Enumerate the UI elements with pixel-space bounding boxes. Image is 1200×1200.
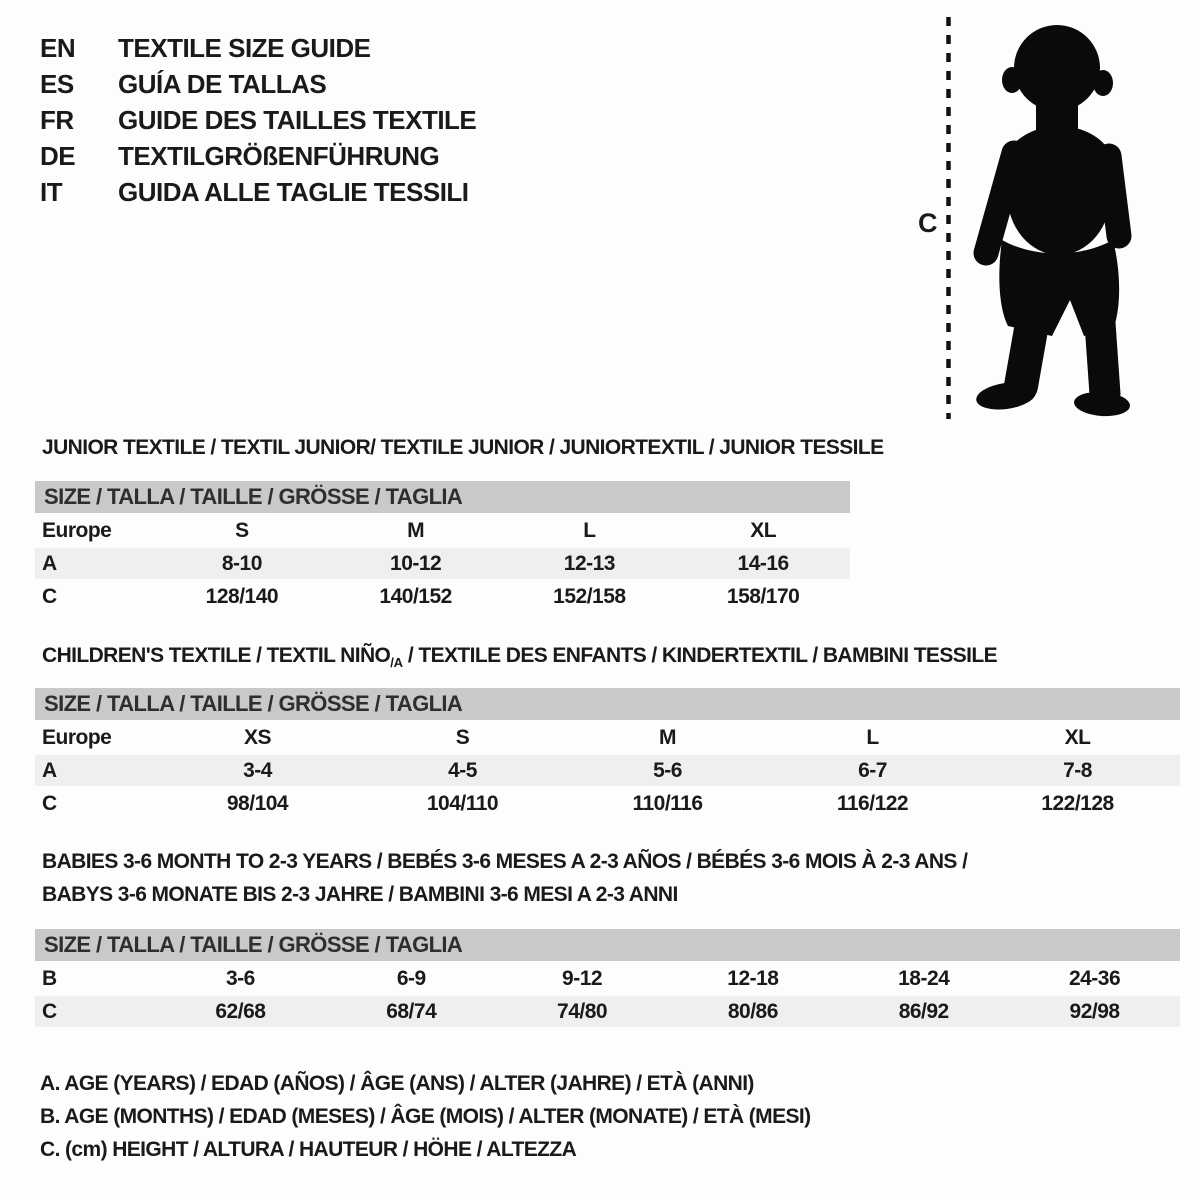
junior-size-table: [35, 481, 850, 612]
height-measure-label: C: [918, 208, 938, 238]
height-cell: 128/140: [205, 584, 279, 608]
height-cell: 98/104: [226, 791, 289, 815]
height-cell: 152/158: [553, 584, 626, 608]
age-cell: 12-18: [727, 966, 779, 990]
table-row: [35, 581, 850, 612]
size-cell: M: [407, 518, 425, 542]
size-cell: S: [235, 518, 249, 542]
children-title-pre: CHILDREN'S TEXTILE / TEXTIL NIÑO: [42, 644, 391, 667]
lang-title: GUÍA DE TALLAS: [118, 68, 327, 99]
lang-title: TEXTILGRÖßENFÜHRUNG: [118, 140, 440, 171]
babies-size-table: [35, 929, 1180, 1027]
table-row: [35, 788, 1180, 819]
age-cell: 14-16: [737, 551, 789, 575]
size-cell: XS: [243, 725, 271, 749]
size-header-bar: SIZE / TALLA / TAILLE / GRÖSSE / TAGLIA: [35, 929, 1180, 961]
row-label: Europe: [42, 725, 112, 749]
age-cell: 18-24: [898, 966, 950, 990]
height-cell: 80/86: [727, 999, 778, 1023]
lang-row-de: [40, 138, 476, 174]
size-cell: XL: [750, 518, 777, 542]
age-cell: 8-10: [221, 551, 262, 575]
size-cell: L: [866, 725, 879, 749]
age-cell: 12-13: [563, 551, 615, 575]
height-cell: 116/122: [836, 791, 909, 815]
babies-section-title-line1: BABIES 3-6 MONTH TO 2-3 YEARS / BEBÉS 3-6 MESES A 2-3 AÑOS / BÉBÉS 3-6 MOIS À 2-3 ANS /: [42, 850, 968, 873]
children-size-table: [35, 688, 1180, 819]
language-title-list: [40, 30, 476, 210]
table-row: [35, 548, 850, 579]
age-cell: 3-4: [243, 758, 272, 782]
lang-code: ES: [40, 68, 74, 99]
age-cell: 7-8: [1063, 758, 1092, 782]
lang-row-fr: [40, 102, 476, 138]
junior-section-title: JUNIOR TEXTILE / TEXTIL JUNIOR/ TEXTILE JUNIOR / JUNIORTEXTIL / JUNIOR TESSILE: [42, 436, 884, 459]
size-cell: S: [455, 725, 470, 749]
age-cell: 9-12: [562, 966, 603, 990]
children-title-sub: /A: [390, 655, 403, 670]
size-cell: XL: [1064, 725, 1091, 749]
height-cell: 74/80: [557, 999, 608, 1023]
age-cell: 24-36: [1068, 966, 1121, 990]
baby-silhouette-icon: [962, 16, 1142, 420]
row-label: A: [42, 551, 57, 575]
size-header-bar: SIZE / TALLA / TAILLE / GRÖSSE / TAGLIA: [35, 481, 850, 513]
height-cell: 122/128: [1041, 791, 1114, 815]
row-label: Europe: [42, 518, 112, 542]
age-cell: 6-7: [858, 758, 887, 782]
legend-line-c: C. (cm) HEIGHT / ALTURA / HAUTEUR / HÖHE / ALTEZZA: [40, 1138, 577, 1161]
lang-row-it: [40, 174, 476, 210]
row-label: B: [42, 966, 57, 990]
height-cell: 110/116: [632, 791, 703, 815]
row-label: A: [42, 758, 57, 782]
height-cell: 158/170: [726, 584, 800, 608]
height-cell: 62/68: [215, 999, 266, 1023]
table-row: [35, 755, 1180, 786]
size-cell: L: [583, 518, 596, 542]
lang-row-en: [40, 30, 476, 66]
babies-section-title-line2: BABYS 3-6 MONATE BIS 2-3 JAHRE / BAMBINI 3-6 MESI A 2-3 ANNI: [42, 883, 678, 906]
lang-code: DE: [40, 140, 76, 171]
lang-title: GUIDE DES TAILLES TEXTILE: [118, 104, 477, 135]
row-label: C: [42, 584, 57, 608]
age-cell: 4-5: [448, 758, 477, 782]
height-cell: 92/98: [1069, 999, 1120, 1023]
size-header-bar: SIZE / TALLA / TAILLE / GRÖSSE / TAGLIA: [35, 688, 1180, 720]
legend-line-a: A. AGE (YEARS) / EDAD (AÑOS) / ÂGE (ANS) / ALTER (JAHRE) / ETÀ (ANNI): [40, 1072, 754, 1095]
height-cell: 68/74: [386, 999, 437, 1023]
table-row: [35, 996, 1180, 1027]
lang-title: GUIDA ALLE TAGLIE TESSILI: [118, 176, 469, 207]
lang-code: IT: [40, 176, 63, 207]
row-label: C: [42, 999, 57, 1023]
children-title-post: / TEXTILE DES ENFANTS / KINDERTEXTIL / BAMBINI TESSILE: [402, 644, 998, 667]
age-cell: 5-6: [653, 758, 682, 782]
table-row: [35, 515, 850, 546]
table-row: [35, 963, 1180, 994]
age-cell: 3-6: [225, 966, 255, 990]
lang-code: FR: [40, 104, 74, 135]
height-measure-line: [944, 14, 953, 422]
size-cell: M: [659, 725, 676, 749]
table-row: [35, 722, 1180, 753]
height-cell: 104/110: [426, 791, 499, 815]
lang-title: TEXTILE SIZE GUIDE: [118, 32, 371, 63]
legend-line-b: B. AGE (MONTHS) / EDAD (MESES) / ÂGE (MOIS) / ALTER (MONATE) / ETÀ (MESI): [40, 1105, 811, 1128]
age-cell: 6-9: [396, 966, 426, 990]
age-cell: 10-12: [390, 551, 442, 575]
lang-row-es: [40, 66, 476, 102]
lang-code: EN: [40, 32, 76, 63]
row-label: C: [42, 791, 57, 815]
legend: [40, 1072, 811, 1171]
height-cell: 140/152: [379, 584, 452, 608]
children-section-title: [42, 644, 997, 670]
height-cell: 86/92: [898, 999, 949, 1023]
